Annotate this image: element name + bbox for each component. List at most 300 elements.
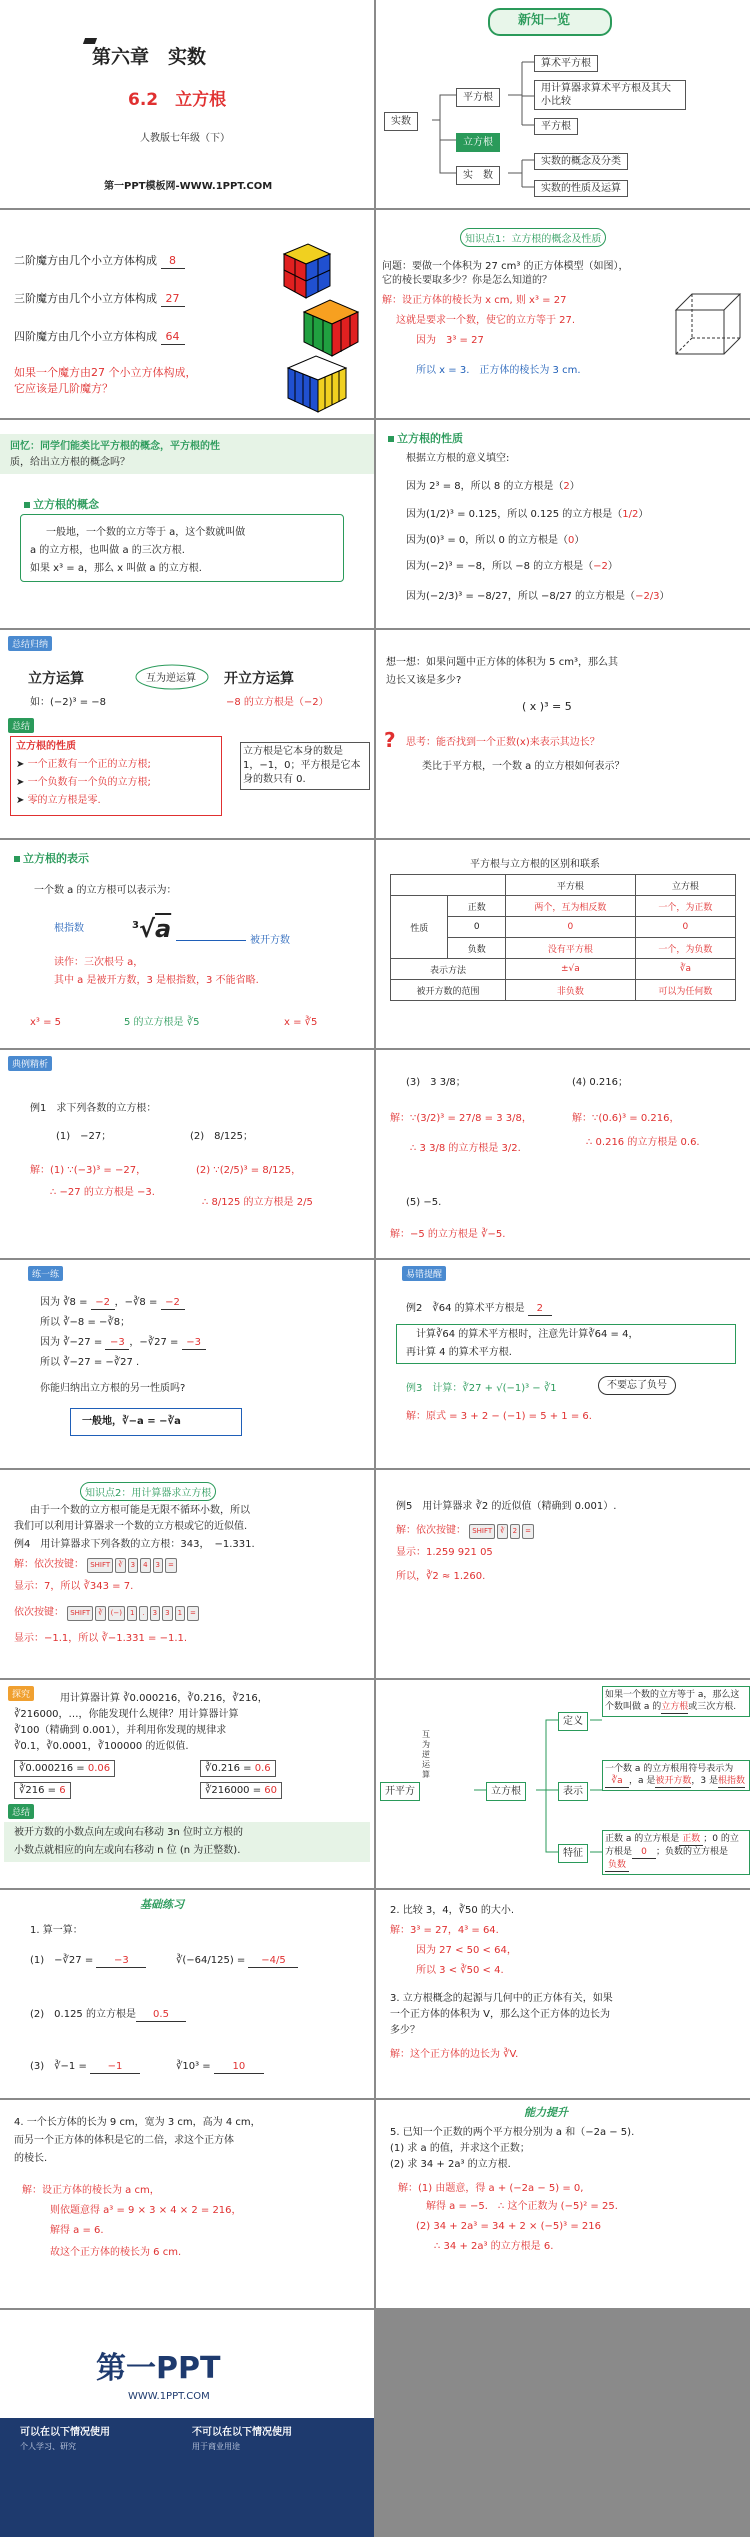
chapter-title: 第六章 实数 xyxy=(92,46,207,68)
answer-line-1: 解：设正方体的棱长为 a cm， xyxy=(22,2185,160,2196)
cell: 0 xyxy=(448,917,506,938)
pointer-arrow xyxy=(176,940,246,941)
txt: 或三次方根. xyxy=(688,1702,737,1712)
calc-key[interactable]: = xyxy=(522,1524,534,1539)
generalization: 一般地，∛−a = −∛a xyxy=(82,1416,181,1427)
txt: 因为 ∛−27 = xyxy=(40,1337,106,1348)
row-header: 性质 xyxy=(391,896,448,959)
calc-key[interactable]: 3 xyxy=(128,1558,138,1573)
radicand-label: 被开方数 xyxy=(250,935,290,946)
recall-line-1 xyxy=(10,440,220,453)
intro: 根据立方根的意义填空: xyxy=(406,453,510,464)
item-5: (5) −5. xyxy=(406,1197,442,1208)
side-note xyxy=(240,742,370,790)
slide-calculator-ex5 xyxy=(376,1470,750,1678)
think-analogy: 类比于平方根，一个数 a 的立方根如何表示？ xyxy=(422,761,625,772)
calc-key[interactable]: 3 xyxy=(150,1606,160,1621)
slide-compare xyxy=(376,1890,750,2098)
calc-key[interactable]: 1 xyxy=(175,1606,185,1621)
txt: 因为 ∛8 = xyxy=(40,1297,91,1308)
answer-2c: 所以 3 < ∛50 < 4. xyxy=(416,1965,504,1976)
answer-line-4: ∴ 34 + 2a³ 的立方根是 6. xyxy=(434,2241,554,2252)
calc-key[interactable]: 3 xyxy=(162,1606,172,1621)
txt: ∛0.216 = xyxy=(205,1763,255,1774)
ans: 6 xyxy=(59,1785,66,1796)
ans: 被开方数 xyxy=(655,1776,692,1786)
brand-url[interactable]: WWW.1PPT.COM xyxy=(128,2391,210,2402)
cell: 没有平方根 xyxy=(505,938,635,959)
answer: 8 xyxy=(161,254,185,269)
graduation-cap-icon xyxy=(83,38,97,44)
property-text: 一个正数有一个正的立方根; xyxy=(27,759,151,770)
calc-key[interactable]: ∛ xyxy=(95,1606,105,1621)
row-text: 因为(1/2)³ = 0.125，所以 0.125 的立方根是（ xyxy=(406,509,623,520)
tree-node-real: 实 数 xyxy=(456,166,500,185)
ans: 2 xyxy=(528,1302,552,1316)
explore-line-4: ∛0.1，∛0.0001，∛100000 的近似值. xyxy=(14,1741,189,1752)
txt: 如果一个数的立方等于 a，那么这个数叫做 a 的 xyxy=(605,1690,740,1712)
inverse-arrows-icon xyxy=(132,662,212,692)
ans: 0 xyxy=(632,1846,656,1859)
inverse-label: 互为逆运算 xyxy=(146,673,196,684)
answer-3: 解：这个正方体的边长为 ∛V. xyxy=(390,2049,519,2060)
section-title: 6.2 立方根 xyxy=(128,90,227,110)
question-line-1: 4. 一个长方体的长为 9 cm，宽为 3 cm，高为 4 cm， xyxy=(14,2117,261,2128)
txt: ∛(−64/125) = xyxy=(176,1955,249,1966)
question-2x2 xyxy=(14,254,185,269)
row-text: 因为(−2/3)³ = −8/27，所以 −8/27 的立方根是（ xyxy=(406,591,636,602)
row-header: 被开方数的范围 xyxy=(391,980,506,1001)
slide-basic-practice xyxy=(0,1890,374,2098)
row-answer: 1/2 xyxy=(622,509,639,520)
tree-root: 实数 xyxy=(384,112,418,131)
tree-node-cube-root: 立方根 xyxy=(456,133,500,152)
txt: (2) 0.125 的立方根是 xyxy=(30,2009,136,2020)
property-text: 零的立方根是零. xyxy=(27,795,101,806)
tree-leaf xyxy=(534,80,686,110)
summary-1: 被开方数的小数点向左或向右移动 3n 位时立方根的 xyxy=(14,1827,244,1838)
display-2: 显示：−1.1，所以 ∛−1.331 = −1.1. xyxy=(14,1633,188,1644)
slide-properties xyxy=(376,420,750,628)
calc-key[interactable]: (−) xyxy=(108,1606,125,1621)
example-tag: 典例精析 xyxy=(8,1056,52,1071)
row-header: 表示方法 xyxy=(391,959,506,980)
index-label: 根指数 xyxy=(54,923,84,934)
txt: ∛216000 = xyxy=(205,1785,265,1796)
item-1: (1) −27； xyxy=(56,1131,112,1142)
answer-2a: 解：3³ = 27，4³ = 64. xyxy=(390,1925,499,1936)
cell: 一个，为正数 xyxy=(635,896,735,917)
think-question: 思考：能否找到一个正数(x)来表示其边长？ xyxy=(406,737,600,748)
calc-key[interactable]: SHIFT xyxy=(67,1606,93,1621)
ans: −2 xyxy=(161,1296,185,1310)
fill-row-4: 因为(−2)³ = −8，所以 −8 的立方根是（−2） xyxy=(406,561,618,572)
practice-line-2: 所以 ∛−8 = −∛8； xyxy=(40,1317,131,1328)
result-2 xyxy=(200,1760,276,1777)
ans: 0.5 xyxy=(136,2008,186,2022)
site-link[interactable]: 第一PPT模板网-WWW.1PPT.COM xyxy=(104,181,273,192)
summary-label: 总结 xyxy=(8,1804,34,1819)
slide-overview xyxy=(376,0,750,208)
slide-summary xyxy=(0,630,374,838)
calc-key[interactable]: = xyxy=(165,1558,177,1573)
question-3c: 多少？ xyxy=(390,2025,420,2036)
display-1: 显示：7，所以 ∛343 = 7. xyxy=(14,1581,134,1592)
comparison-table xyxy=(390,874,736,1001)
note-line-2: 再计算 4 的算术平方根. xyxy=(406,1347,512,1358)
cell: 0 xyxy=(505,917,635,938)
calc-key[interactable]: ∛ xyxy=(497,1524,507,1539)
practice-heading: 1. 算一算： xyxy=(30,1925,83,1936)
txt: ；0 的立方根是 xyxy=(605,1834,739,1857)
item-4: (4) 0.216； xyxy=(572,1077,628,1088)
definition-line-2: a 的立方根，也叫做 a 的三次方根. xyxy=(30,545,185,556)
txt: ∛216 = xyxy=(19,1785,60,1796)
solution-line-3: 因为 3³ = 27 xyxy=(416,335,484,346)
note: 其中 a 是被开方数，3 是根指数，3 不能省略. xyxy=(54,975,259,986)
txt: ；负数的立方根是 xyxy=(656,1847,729,1857)
answer-5: 解：−5 的立方根是 ∛−5. xyxy=(390,1229,506,1240)
practice-line-3 xyxy=(40,1336,206,1350)
question-line-2: (1) 求 a 的值，并求这个正数； xyxy=(390,2143,530,2154)
tree-leaf: 平方根 xyxy=(534,118,578,135)
solution-line-4: 所以 x = 3. 正方体的棱长为 3 cm. xyxy=(416,365,581,376)
result-3 xyxy=(14,1782,71,1799)
solution-line-1: 解：设正方体的棱长为 x cm, 则 x³ = 27 xyxy=(382,295,567,306)
definition-line-1: 一般地，一个数的立方等于 a，这个数就叫做 xyxy=(46,527,246,538)
allowed-item: 个人学习、研究 xyxy=(20,2442,76,2451)
txt: 例2 ∛64 的算术平方根是 xyxy=(406,1303,525,1314)
answer-line-3: (2) 34 + 2a³ = 34 + 2 × (−5)³ = 216 xyxy=(416,2221,601,2232)
forbidden-item: 用于商业用途 xyxy=(192,2442,240,2451)
cube-root-symbol: $^3$√a xyxy=(132,915,172,943)
answer-2b: ∴ 8/125 的立方根是 2/5 xyxy=(202,1197,313,1208)
row-text: 因为(0)³ = 0，所以 0 的立方根是（ xyxy=(406,535,568,546)
rubik-cube-3x3-icon xyxy=(300,296,362,358)
notation-intro: 一个数 a 的立方根可以表示为： xyxy=(34,885,177,896)
brand-logo: 第一PPT xyxy=(96,2351,221,2386)
rubik-cube-2x2-icon xyxy=(274,240,334,302)
answer-line-3: 解得 a = 6. xyxy=(50,2225,104,2236)
explore-tag: 探究 xyxy=(8,1686,34,1701)
warning-bubble: 不要忘了负号 xyxy=(598,1376,676,1395)
result-1 xyxy=(14,1760,115,1777)
keys-1 xyxy=(14,1558,179,1573)
ans: 正数 xyxy=(679,1833,703,1846)
tree-leaf: 实数的性质及运算 xyxy=(534,180,628,197)
ans: 10 xyxy=(214,2060,264,2074)
property-2: ➤ 一个负数有一个负的立方根; xyxy=(16,777,151,788)
ans: −3 xyxy=(105,1336,129,1350)
row-answer: 2 xyxy=(563,481,570,492)
intro-1: 由于一个数的立方根可能是无限不循环小数，所以 xyxy=(30,1505,250,1516)
answer-line-2: 则依题意得 a³ = 9 × 3 × 4 × 2 = 216， xyxy=(50,2205,242,2216)
tree-leaf: 算术平方根 xyxy=(534,55,598,72)
question-2: 2. 比较 3，4，∛50 的大小. xyxy=(390,1905,515,1916)
ans: −3 xyxy=(182,1336,206,1350)
property-1: ➤ 一个正数有一个正的立方根; xyxy=(16,759,151,770)
practice-line-1 xyxy=(40,1296,185,1310)
txt: ，a 是 xyxy=(629,1776,656,1786)
col-header: 平方根 xyxy=(505,875,635,896)
example-1: 如：(−2)³ = −8 xyxy=(30,697,107,708)
edition: 人教版七年级（下） xyxy=(140,133,230,144)
slide-calculator xyxy=(0,1470,374,1678)
answer-2b: 因为 27 < 50 < 64， xyxy=(416,1945,517,1956)
cell: 正数 xyxy=(448,896,506,917)
q-text: 四阶魔方由几个小立方体构成 xyxy=(14,330,157,343)
calc-key[interactable]: 4 xyxy=(140,1558,150,1573)
practice-1 xyxy=(30,1954,146,1968)
slide-practice xyxy=(0,1260,374,1468)
ans: −3 xyxy=(96,1954,146,1968)
ans: 0.06 xyxy=(87,1763,111,1774)
answer-1b: ∴ −27 的立方根是 −3. xyxy=(50,1187,155,1198)
example-text: 5 的立方根是 ∛5 xyxy=(124,1017,200,1028)
question-line-1: 5. 已知一个正数的两个平方根分别为 a 和（−2a − 5). xyxy=(390,2127,635,2138)
question-line-3: (2) 求 34 + 2a³ 的立方根. xyxy=(390,2159,511,2170)
txt: 正数 a 的立方根是 xyxy=(605,1834,680,1844)
definition-line-3: 如果 x³ = a，那么 x 叫做 a 的立方根. xyxy=(30,563,202,574)
example-4: 例4 用计算器求下列各数的立方根：343， −1.331. xyxy=(14,1539,255,1550)
keys-2 xyxy=(14,1606,201,1621)
label: 依次按键： xyxy=(14,1607,64,1618)
calc-key[interactable]: 2 xyxy=(510,1524,520,1539)
rubik-cube-4x4-icon xyxy=(282,354,352,414)
badge-label: 新知一览 xyxy=(518,13,571,28)
label: 解：依次按键： xyxy=(14,1559,84,1570)
problem-line-2: 它的棱长要取多少？你是怎么知道的？ xyxy=(382,275,552,286)
question-3b: 一个正方体的体积为 V，那么这个正方体的边长为 xyxy=(390,2009,611,2020)
slide-comparison xyxy=(376,840,750,1048)
answer-3a: 解：∵(3/2)³ = 27/8 = 3 3/8， xyxy=(390,1113,532,1124)
blank xyxy=(391,875,506,896)
intro-2: 我们可以利用计算器求一个数的立方根或它的近似值. xyxy=(14,1521,248,1532)
slide-brand xyxy=(0,2310,374,2537)
read-as: 读作：三次根号 a， xyxy=(54,957,144,968)
row-text: 因为 2³ = 8，所以 8 的立方根是（ xyxy=(406,481,564,492)
think-line-1: 想一想：如果问题中正方体的体积为 5 cm³，那么其 xyxy=(386,657,618,668)
mistake-tag: 易错提醒 xyxy=(402,1266,446,1281)
advanced-title: 能力提升 xyxy=(524,2106,568,2119)
example-eq: x³ = 5 xyxy=(30,1017,62,1028)
notation-card xyxy=(602,1760,750,1791)
side-note-text: 立方根是它本身的数是 1，−1，0；平方根是它本身的数只有 0. xyxy=(243,746,361,785)
recall-line-2: 质，给出立方根的概念吗？ xyxy=(10,457,130,468)
practice-title: 基础练习 xyxy=(140,1898,184,1911)
property-title: 立方根的性质 xyxy=(16,741,76,752)
practice-line-4: 所以 ∛−27 = −∛27 . xyxy=(40,1357,140,1368)
tree-leaf: 实数的概念及分类 xyxy=(534,153,628,170)
answer: 64 xyxy=(161,330,185,345)
ans: 负数 xyxy=(605,1859,629,1872)
cell: ±√a xyxy=(505,959,635,980)
example-5: 例5 用计算器求 ∛2 的近似值（精确到 0.001）. xyxy=(396,1501,617,1512)
example-2 xyxy=(406,1302,552,1316)
cell: ∛a xyxy=(635,959,735,980)
row-answer: −2 xyxy=(593,561,608,572)
answer-1a: 解：(1) ∵(−3)³ = −27， xyxy=(30,1165,147,1176)
node-feature: 特征 xyxy=(558,1844,588,1863)
item-3: (3) 3 3/8； xyxy=(406,1077,466,1088)
col-header: 立方根 xyxy=(635,875,735,896)
section-header: 立方根的表示 xyxy=(14,850,89,866)
answer: 27 xyxy=(161,292,185,307)
fill-row-3: 因为(0)³ = 0，所以 0 的立方根是（0） xyxy=(406,535,585,546)
calc-key[interactable]: SHIFT xyxy=(469,1524,495,1539)
answer-4a: 解：∵(0.6)³ = 0.216， xyxy=(572,1113,680,1124)
node-cube-root: 立方根 xyxy=(486,1782,526,1801)
slide-mistake xyxy=(376,1260,750,1468)
q-text: 三阶魔方由几个小立方体构成 xyxy=(14,292,157,305)
ans: −1 xyxy=(90,2060,140,2074)
allowed-title: 可以在以下情况使用 xyxy=(20,2427,110,2438)
calc-key[interactable]: . xyxy=(139,1606,147,1621)
section-header: 立方根的概念 xyxy=(24,496,99,512)
equation: ( x )³ = 5 xyxy=(522,700,572,713)
question-line-3: 的棱长. xyxy=(14,2153,48,2164)
explore-line-2: ∛216000，…，你能发现什么规律？用计算器计算 xyxy=(14,1709,239,1720)
node-notation: 表示 xyxy=(558,1782,588,1801)
property-text: 一个负数有一个负的立方根; xyxy=(27,777,151,788)
example-2: −8 的立方根是（−2） xyxy=(226,697,329,708)
row-text: 因为(−2)³ = −8，所以 −8 的立方根是（ xyxy=(406,561,594,572)
ans: ∛a xyxy=(605,1775,629,1788)
slide-notation xyxy=(0,840,374,1048)
fill-row-5: 因为(−2/3)³ = −8/27，所以 −8/27 的立方根是（−2/3） xyxy=(406,591,670,602)
question-3a: 3. 立方根概念的起源与几何中的正方体有关，如果 xyxy=(390,1993,613,2004)
answer-line-2: 解得 a = −5. ∴ 这个正数为 (−5)² = 25. xyxy=(426,2201,618,2212)
slide-advanced xyxy=(376,2100,750,2308)
definition-card xyxy=(602,1686,750,1717)
item-2: (2) 8/125； xyxy=(190,1131,253,1142)
knowledge-point-tag: 知识点1：立方根的概念及性质 xyxy=(460,228,606,247)
practice-3 xyxy=(30,2060,140,2074)
summary-tag: 总结归纳 xyxy=(8,636,52,651)
txt: ∛0.000216 = xyxy=(19,1763,88,1774)
question-3x3 xyxy=(14,292,185,307)
txt: (3) ∛−1 = xyxy=(30,2061,91,2072)
slide-cuboid xyxy=(0,2100,374,2308)
explore-line-1: 用计算器计算 ∛0.000216，∛0.216，∛216， xyxy=(60,1693,268,1704)
row-answer: 0 xyxy=(568,535,575,546)
cube-model-icon xyxy=(672,290,744,358)
calc-key[interactable]: 1 xyxy=(127,1606,137,1621)
answer-line-1: 解：(1) 由题意，得 a + (−2a − 5) = 0, xyxy=(398,2183,584,2194)
summary-2: 小数点就相应的向左或向右移动 n 位 (n 为正整数). xyxy=(14,1845,241,1856)
ans: −2 xyxy=(91,1296,115,1310)
result-4 xyxy=(200,1782,282,1799)
inverse-vertical: 互为逆运算 xyxy=(422,1730,430,1779)
label: 解：依次按键： xyxy=(396,1525,466,1536)
calc-key[interactable]: SHIFT xyxy=(87,1558,113,1573)
calc-key[interactable]: = xyxy=(187,1606,199,1621)
property-3: ➤ 零的立方根是零. xyxy=(16,795,101,806)
op-cube: 立方运算 xyxy=(28,671,84,687)
answer-line-4: 故这个正方体的棱长为 6 cm. xyxy=(50,2247,182,2258)
fill-row-1: 因为 2³ = 8，所以 8 的立方根是（2） xyxy=(406,481,580,492)
slide-concept xyxy=(0,420,374,628)
fill-row-2: 因为(1/2)³ = 0.125，所以 0.125 的立方根是（1/2） xyxy=(406,509,649,520)
txt: ，−∛27 = xyxy=(129,1337,182,1348)
recall-text: 回忆：同学们能类比平方根的概念，平方根的性 xyxy=(10,441,220,452)
slide-title xyxy=(0,0,374,208)
practice-2 xyxy=(30,2008,186,2022)
row-answer: −2/3 xyxy=(635,591,660,602)
slide-kp1 xyxy=(376,210,750,418)
calc-key[interactable]: 3 xyxy=(153,1558,163,1573)
cell: 可以为任何数 xyxy=(635,980,735,1001)
cell: 非负数 xyxy=(505,980,635,1001)
answer-3b: ∴ 3 3/8 的立方根是 3/2. xyxy=(410,1143,521,1154)
slide-rubik xyxy=(0,210,374,418)
example-3: 例3 计算：∛27 + √(−1)³ − ∛1 xyxy=(406,1383,557,1394)
display: 显示：1.259 921 05 xyxy=(396,1547,493,1558)
txt: ∛10³ = xyxy=(176,2061,214,2072)
txt: 一个数 a 的立方根用符号表示为 xyxy=(605,1764,734,1774)
slide-think xyxy=(376,630,750,838)
tree-leaf-text: 用计算器求算术平方根及其大小比较 xyxy=(541,83,671,107)
question-4x4 xyxy=(14,330,185,345)
summary-label: 总结 xyxy=(8,718,34,733)
answer-4b: ∴ 0.216 的立方根是 0.6. xyxy=(586,1137,700,1148)
answer-2a: (2) ∵(2/5)³ = 8/125， xyxy=(196,1165,302,1176)
txt: ，3 是 xyxy=(691,1776,718,1786)
q-text: 二阶魔方由几个小立方体构成 xyxy=(14,254,157,267)
slide-explore xyxy=(0,1680,374,1888)
txt: ，−∛8 = xyxy=(114,1297,161,1308)
cell: 两个，互为相反数 xyxy=(505,896,635,917)
slide-example1 xyxy=(0,1050,374,1258)
practice-1b xyxy=(176,1954,298,1968)
ans: 0.6 xyxy=(254,1763,271,1774)
example-result: x = ∛5 xyxy=(284,1017,318,1028)
section-header: 立方根的性质 xyxy=(388,430,463,446)
tree-node-square-root: 平方根 xyxy=(456,88,500,107)
question-line-2: 而另一个正方体的体积是它的二倍，求这个正方体 xyxy=(14,2135,234,2146)
slide-example1-cont xyxy=(376,1050,750,1258)
cell: 0 xyxy=(635,917,735,938)
slide-mindmap xyxy=(376,1680,750,1888)
example-question: 例1 求下列各数的立方根： xyxy=(30,1103,157,1114)
explore-line-3: ∛100（精确到 0.001），并利用你发现的规律求 xyxy=(14,1725,227,1736)
practice-tag: 练一练 xyxy=(28,1266,63,1281)
solution: 解：原式 = 3 + 2 − (−1) = 5 + 1 = 6. xyxy=(406,1411,592,1422)
note-line-1: 计算∛64 的算术平方根时，注意先计算∛64 = 4， xyxy=(416,1329,639,1340)
forbidden-title: 不可以在以下情况使用 xyxy=(192,2427,292,2438)
table-title: 平方根与立方根的区别和联系 xyxy=(470,859,600,870)
keys xyxy=(396,1524,536,1539)
calc-key[interactable]: ∛ xyxy=(115,1558,125,1573)
think-line-2: 边长又该是多少? xyxy=(386,675,462,686)
ans: 立方根 xyxy=(661,1702,689,1712)
result: 所以，∛2 ≈ 1.260. xyxy=(396,1571,486,1582)
question-27: 如果一个魔方由27 个小立方体构成， xyxy=(14,366,197,379)
question-mark-icon: ? xyxy=(384,728,396,752)
cell: 一个，为负数 xyxy=(635,938,735,959)
knowledge-point-tag: 知识点2：用计算器求立方根 xyxy=(80,1482,216,1501)
ans: −4/5 xyxy=(248,1954,298,1968)
problem-line-1: 问题：要做一个体积为 27 cm³ 的正方体模型（如图）， xyxy=(382,261,629,272)
node-square: 开平方 xyxy=(380,1782,420,1801)
feature-card xyxy=(602,1830,750,1875)
op-cube-root: 开立方运算 xyxy=(224,671,294,687)
ans: 60 xyxy=(264,1785,278,1796)
node-definition: 定义 xyxy=(558,1712,588,1731)
ans: 根指数 xyxy=(718,1776,746,1786)
practice-3b xyxy=(176,2060,264,2074)
txt: (1) −∛27 = xyxy=(30,1955,97,1966)
